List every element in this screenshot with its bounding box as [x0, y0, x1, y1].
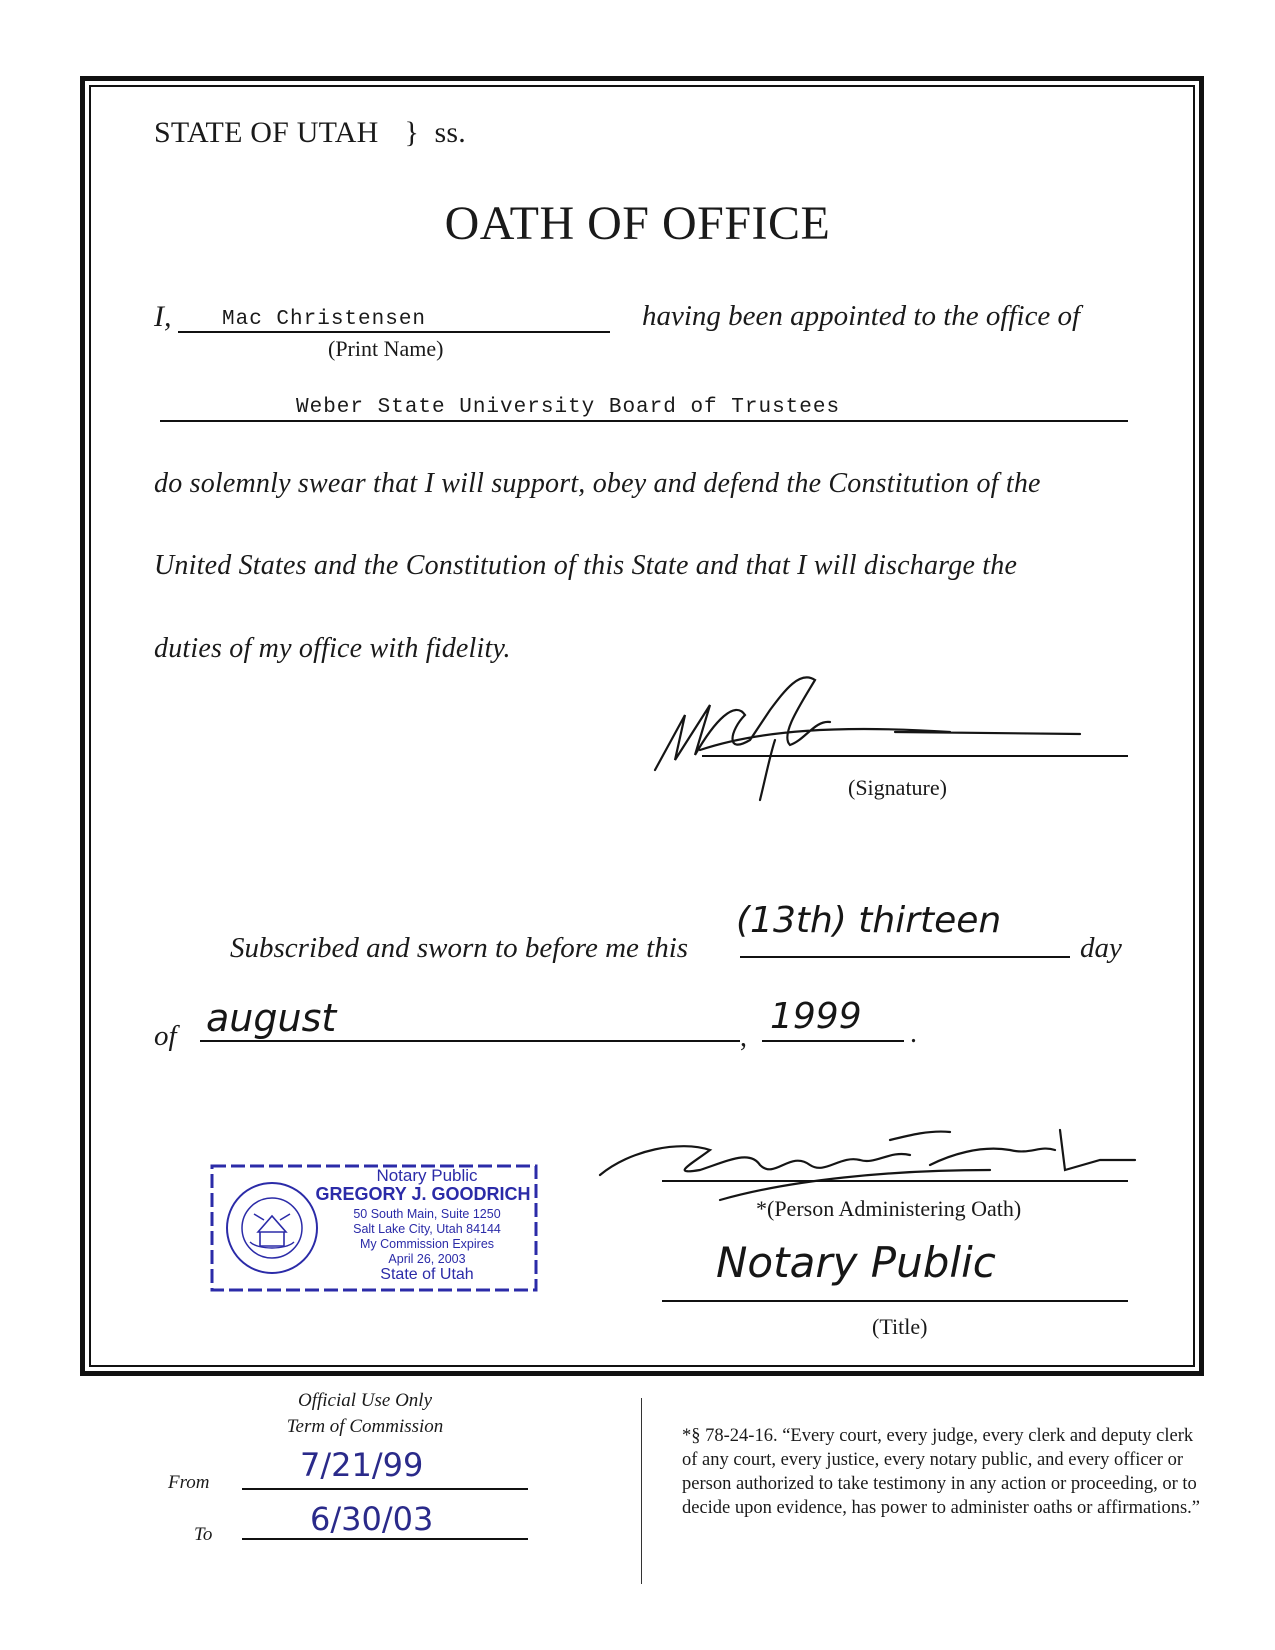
from-label: From: [168, 1472, 210, 1493]
notary-stamp: [210, 1164, 538, 1292]
term-heading: Term of Commission: [286, 1416, 444, 1437]
stamp-expires-date: April 26, 2003: [388, 1252, 466, 1266]
administering-label: *(Person Administering Oath): [756, 1196, 1022, 1221]
month-handwritten: august: [206, 996, 337, 1040]
to-date: 6/30/03: [310, 1500, 434, 1538]
day-line: [740, 956, 1070, 958]
stamp-notary-name: GREGORY J. GOODRICH: [315, 1184, 531, 1204]
name-line: [178, 331, 610, 333]
period: .: [910, 1018, 917, 1049]
stamp-address-2: Salt Lake City, Utah 84144: [353, 1222, 501, 1236]
print-name-label: (Print Name): [328, 336, 444, 361]
to-label: To: [194, 1524, 213, 1545]
stamp-state: State of Utah: [380, 1266, 474, 1283]
document-title: OATH OF OFFICE: [444, 197, 831, 250]
oath-line-1: do solemnly swear that I will support, obey and defend the Constitution of the: [154, 468, 1041, 499]
state-header: [154, 116, 466, 150]
statute-footnote: *§ 78-24-16. “Every court, every judge, every clerk and deputy clerk of any court, every justice, every notary public, and every officer or person authorized to take testimony in any action or proceeding, or to decide upon evidence, has power to administer oaths or affirmations.”: [682, 1426, 1201, 1518]
administering-line: [662, 1180, 1128, 1182]
print-name-value: Mac Christensen: [222, 308, 427, 331]
year-handwritten: 1999: [770, 996, 862, 1037]
day-handwritten: (13th) thirteen: [736, 900, 1002, 941]
state-seal-icon: [224, 1180, 320, 1276]
from-line: [242, 1488, 528, 1490]
office-value: Weber State University Board of Trustees: [296, 396, 841, 419]
oath-line-3: duties of my office with fidelity.: [154, 633, 511, 664]
i-prefix: I,: [154, 300, 172, 333]
of-word: of: [154, 1020, 177, 1052]
footer-divider: [641, 1398, 642, 1584]
title-line: [662, 1300, 1128, 1302]
title-handwritten: Notary Public: [716, 1238, 996, 1287]
office-line: [160, 420, 1128, 422]
stamp-expires-label: My Commission Expires: [359, 1237, 495, 1251]
to-line: [242, 1538, 528, 1540]
official-use-heading: Official Use Only: [297, 1390, 433, 1411]
signature-label: (Signature): [848, 775, 947, 800]
signature-line: [702, 755, 1128, 757]
brace-symbol: }: [404, 116, 420, 149]
from-date: 7/21/99: [300, 1446, 424, 1484]
appointed-text: having been appointed to the office of: [642, 300, 1081, 332]
stamp-address-1: 50 South Main, Suite 1250: [353, 1207, 501, 1221]
month-line: [200, 1040, 740, 1042]
state-name: STATE OF UTAH: [154, 116, 379, 149]
ss-abbrev: ss.: [434, 116, 466, 149]
oath-line-2: United States and the Constitution of this State and that I will discharge the: [154, 550, 1018, 581]
year-line: [762, 1040, 904, 1042]
comma: ,: [740, 1022, 747, 1053]
day-word: day: [1080, 932, 1122, 964]
subscribed-text: Subscribed and sworn to before me this: [230, 932, 689, 964]
stamp-notary-public: Notary Public: [376, 1166, 478, 1185]
title-label: (Title): [872, 1314, 928, 1339]
